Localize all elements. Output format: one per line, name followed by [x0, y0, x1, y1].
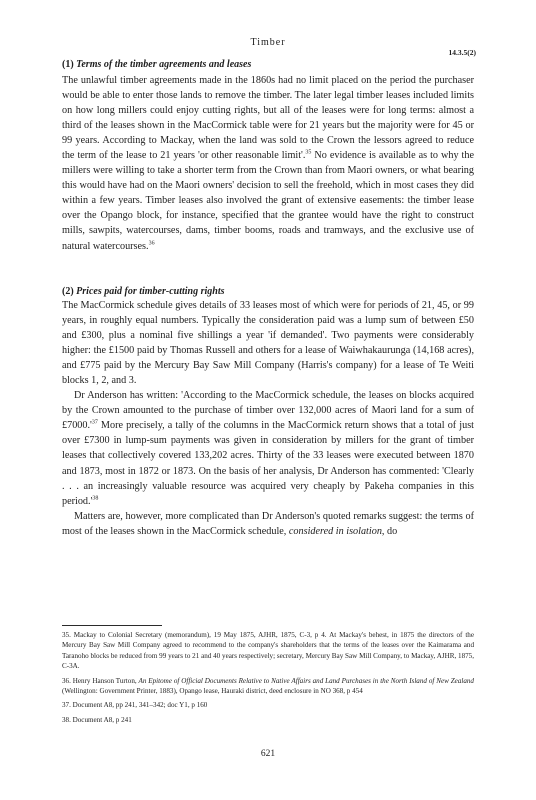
paragraph-text: The unlawful timber agreements made in the 1860s had no limit placed on the period the purchaser would be able to enter those lands to remove the timber. The later legal timber leases included limits on how long millers could enjoy cutting rights, but all of the leases were for long terms: almost a third of the leases shown in the MacCormick table were for 21 years but the majority were for 45 or 99 years. According to Mackay, when the land was sold to the Crown the lessors agreed to reduce the term of the lease to 21 years 'or other reasonable limit'. — [62, 75, 474, 162]
page-number: 621 — [260, 749, 276, 759]
section-2-body — [62, 298, 474, 539]
emphasis-text: considered in isolation — [288, 525, 382, 537]
running-head: Timber — [250, 37, 286, 48]
paragraph-text: , do — [381, 525, 398, 537]
footnotes — [62, 630, 474, 729]
footnote-text: (Wellington: Government Printer, 1883), Opango lease, Hauraki district, deed enclosure in NO 368, p 454 — [62, 687, 363, 696]
footnote-ref-38[interactable]: 38 — [92, 495, 99, 502]
section-1-title: Terms of the timber agreements and leases — [76, 59, 252, 70]
section-1-paragraph — [62, 73, 474, 254]
footnote-title: An Epitome of Official Documents Relative to Native Affairs and Land Purchases in the North Island of New Zealand — [138, 676, 474, 685]
paragraph-text: No evidence is available as to why the millers were willing to take a shorter term from the Crown than from Maori owners, or what bearing this would have had on the Maori owners' decision to sell the freehold, which in most cases they did within a few years. Timber leases also involved the grant of extensive easements: the timber lease over the Opango block, for instance, specified that the grantee would have the right to construct mills, sawpits, watercourses, dams, timber booms, roads and tramways, and the exclusive use of natural watercourses. — [62, 150, 474, 252]
footnote-ref-37[interactable]: 37 — [91, 419, 98, 426]
section-2-paragraph-3 — [62, 509, 474, 539]
paragraph-text: Matters are, however, more complicated than Dr Anderson's quoted remarks suggest: the terms of most of the leases shown in the MacCormick schedule, — [62, 510, 474, 537]
section-1-number: (1) — [62, 59, 77, 70]
footnote-ref-35[interactable]: 35 — [305, 149, 312, 156]
footnote-38: 38. Document A8, p 241 — [62, 715, 132, 724]
footnote-divider — [62, 625, 162, 626]
footnote-35: 35. Mackay to Colonial Secretary (memorandum), 19 May 1875, AJHR, 1875, C-3, p 4. At Mackay's behest, in 1875 the directors of the Mercury Bay Saw Mill Company agreed to recommend to the company's shareholders that the terms of the leases over the Kaimarama and Taranoho blocks be reduced from 99 years to 21 and 40 years respectively; secretary, Mercury Bay Saw Mill Company, to Mackay, AJHR, 1875, C-3A. — [62, 631, 474, 671]
section-2-paragraph-1: The MacCormick schedule gives details of 33 leases most of which were for periods of 21, 45, or 99 years, in roughly equal numbers. Typically the consideration paid was a lump sum of between £50 and £300, plus a nominal five shillings a year 'if demanded'. Two payments were considerably higher: the £1500 paid by Thomas Russell and others for a lease of Waiwhakaurunga (14,168 acres), and £775 paid by the Mercury Bay Saw Mill Company (Harris's company) for a lease of Te Weiti blocks 1, 2, and 3. — [62, 300, 474, 387]
paragraph-text: More precisely, a tally of the columns in the MacCormick return shows that a total of just over £7300 in lump-sum payments was given in consideration by millers for the grant of timber leases that collectively covered 133,202 acres. Thirty of the 33 leases were executed between 1870 and 1873, most in 1872 or 1873. On the basis of her analysis, Dr Anderson has commented: 'Clearly . . . an increasingly valuable resource was acquired very cheaply by Pakeha companies in this period.' — [62, 420, 474, 507]
section-2-heading — [62, 284, 474, 299]
section-1-body — [62, 73, 474, 254]
section-2-paragraph-2 — [62, 388, 474, 508]
footnote-37: 37. Document A8, pp 241, 341–342; doc Y1, p 160 — [62, 701, 208, 710]
section-2-title: Prices paid for timber-cutting rights — [76, 286, 225, 297]
footnote-36 — [62, 676, 474, 697]
paragraph-text: Dr Anderson has written: 'According to the MacCormick schedule, the leases on blocks acquired by the Crown amounted to the purchase of timber over 132,000 acres of Maori land for a sum of £7000.' — [62, 390, 474, 432]
footnote-text: 36. Henry Hanson Turton, — [62, 676, 139, 685]
paragraph-reference: 14.3.5(2) — [448, 48, 476, 57]
footnote-ref-36[interactable]: 36 — [148, 240, 155, 247]
section-1-heading — [62, 57, 474, 72]
section-2-number: (2) — [62, 286, 77, 297]
